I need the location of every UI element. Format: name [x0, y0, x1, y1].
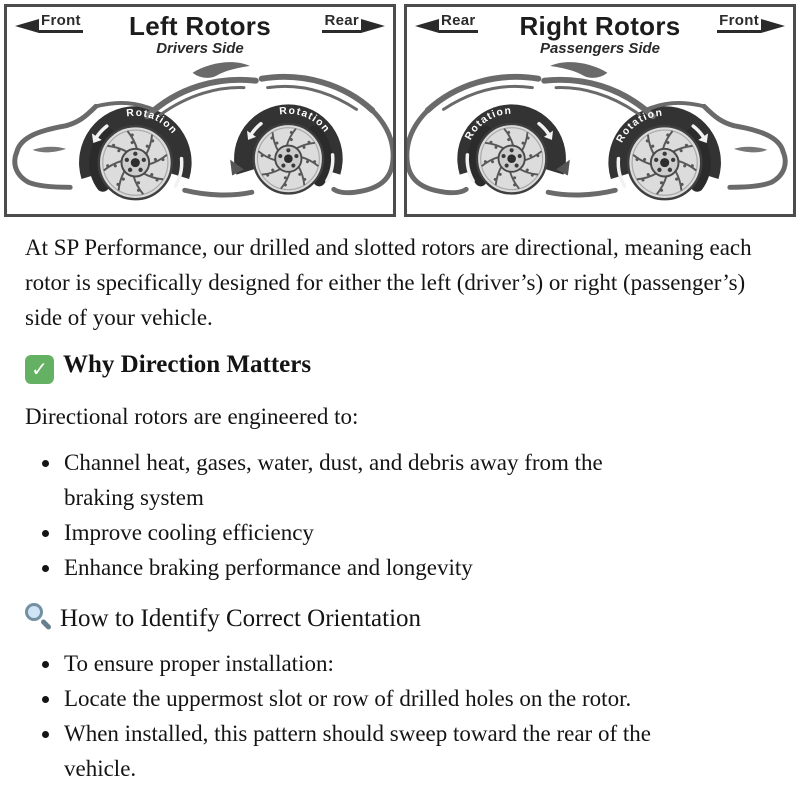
car-silhouette-right — [407, 57, 793, 213]
car-body-art — [15, 62, 393, 199]
right-arrow-icon — [361, 19, 385, 33]
left-arrow-icon — [15, 19, 39, 33]
section-title: Why Direction Matters — [63, 351, 312, 378]
right-arrow-icon — [761, 19, 785, 33]
list-item: • Enhance braking performance and longevity — [62, 550, 677, 585]
section-title: How to Identify Correct Orientation — [60, 605, 422, 632]
front-direction — [15, 13, 105, 33]
panel-title-sub: Drivers Side — [156, 40, 244, 57]
list-item: • Improve cooling efficiency — [62, 515, 677, 550]
panel-title — [505, 13, 695, 57]
rotation-label-rear: Rotation — [278, 105, 332, 136]
lead-paragraph: Directional rotors are engineered to: — [25, 404, 359, 429]
car-silhouette-left — [7, 57, 393, 213]
rotation-label-front: Rotation — [125, 107, 180, 137]
left-arrow-icon — [415, 19, 439, 33]
list-item: • When installed, this pattern should sweep toward the rear of the vehicle. — [62, 716, 677, 786]
section-heading-why-direction-matters — [25, 348, 775, 384]
panel-title-main: Right Rotors — [519, 11, 681, 41]
list-item: • Channel heat, gases, water, dust, and debris away from the braking system — [62, 445, 677, 515]
rear-direction — [295, 13, 385, 33]
list-item: • To ensure proper installation: — [62, 646, 677, 681]
direction-label: Front — [717, 13, 761, 33]
front-direction — [695, 13, 785, 33]
panel-title-sub: Passengers Side — [539, 40, 661, 57]
list-item: • Locate the uppermost slot or row of drilled holes on the rotor. — [62, 681, 677, 716]
rear-direction — [415, 13, 505, 33]
identification-list — [25, 646, 775, 786]
right-panel-header — [407, 7, 793, 57]
right-rotors-panel — [404, 4, 796, 217]
direction-label: Front — [39, 13, 83, 33]
direction-label: Rear — [439, 13, 478, 33]
left-rotors-panel — [4, 4, 396, 217]
direction-label: Rear — [322, 13, 361, 33]
panel-title-main: Left Rotors — [129, 11, 271, 41]
section-heading-how-to-identify — [25, 602, 775, 635]
car-body-art-mirrored — [407, 62, 785, 199]
intro-paragraph: At SP Performance, our drilled and slotted rotors are directional, meaning each rotor is specifically designed for either the left (driver’s) or right (passenger’s) side of your vehicle. — [25, 235, 752, 330]
check-icon: ✓ — [25, 355, 54, 384]
left-panel-header — [7, 7, 393, 57]
article — [0, 230, 800, 786]
panel-title — [105, 13, 295, 57]
rotation-label-front: Rotation — [614, 107, 664, 145]
rotation-label-rear: Rotation — [463, 105, 513, 142]
rotor-direction-diagram — [4, 4, 796, 217]
magnifying-glass-icon — [25, 602, 53, 630]
benefits-list — [25, 445, 775, 585]
